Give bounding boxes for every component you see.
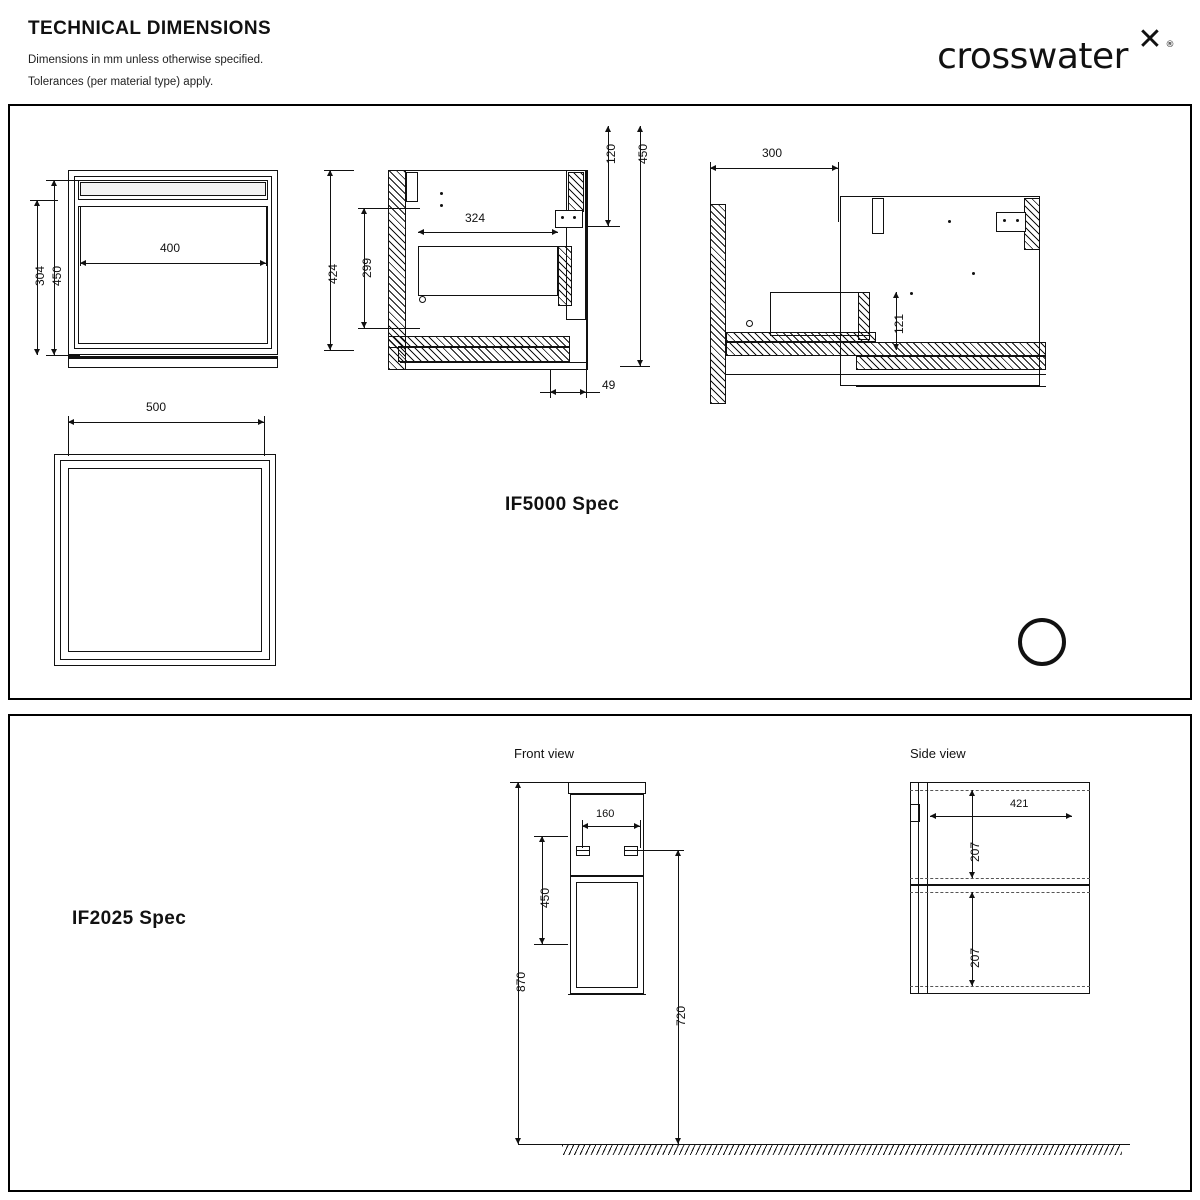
note-line-1: Dimensions in mm unless otherwise specified. xyxy=(28,54,264,66)
dim-160: 160 xyxy=(596,808,615,820)
dim-207-upper: 207 xyxy=(968,841,982,862)
page-header xyxy=(0,0,1200,100)
dim-870: 870 xyxy=(514,971,528,992)
dim-120: 120 xyxy=(604,143,618,164)
dim-299: 299 xyxy=(360,257,374,278)
finish-circle-icon xyxy=(1018,618,1066,666)
front-view-label: Front view xyxy=(514,746,574,761)
brand-name: crosswater xyxy=(937,36,1128,77)
dim-450-front: 450 xyxy=(50,265,64,286)
note-line-2: Tolerances (per material type) apply. xyxy=(28,76,214,88)
panel-if2025 xyxy=(8,714,1192,1192)
dim-400: 400 xyxy=(160,241,181,255)
page-title: TECHNICAL DIMENSIONS xyxy=(28,18,272,39)
dim-450-if2025: 450 xyxy=(538,887,552,908)
dim-300: 300 xyxy=(762,146,783,160)
dim-207-lower: 207 xyxy=(968,947,982,968)
dim-421: 421 xyxy=(1010,798,1029,810)
dim-500: 500 xyxy=(146,400,167,414)
brand-logo xyxy=(937,22,1174,77)
brand-x-icon: ✕ xyxy=(1137,22,1162,57)
spec-label-if2025: IF2025 Spec xyxy=(72,908,187,929)
side-view-label: Side view xyxy=(910,746,966,761)
dim-304: 304 xyxy=(33,265,47,286)
dim-424: 424 xyxy=(326,263,340,284)
dim-720: 720 xyxy=(674,1005,688,1026)
dim-49: 49 xyxy=(602,378,616,392)
registered-trademark-icon: ® xyxy=(1165,40,1174,50)
dim-324: 324 xyxy=(465,211,486,225)
dim-450-section: 450 xyxy=(636,143,650,164)
spec-label-if5000: IF5000 Spec xyxy=(505,494,620,515)
panel-if5000 xyxy=(8,104,1192,700)
dim-121: 121 xyxy=(892,313,906,334)
